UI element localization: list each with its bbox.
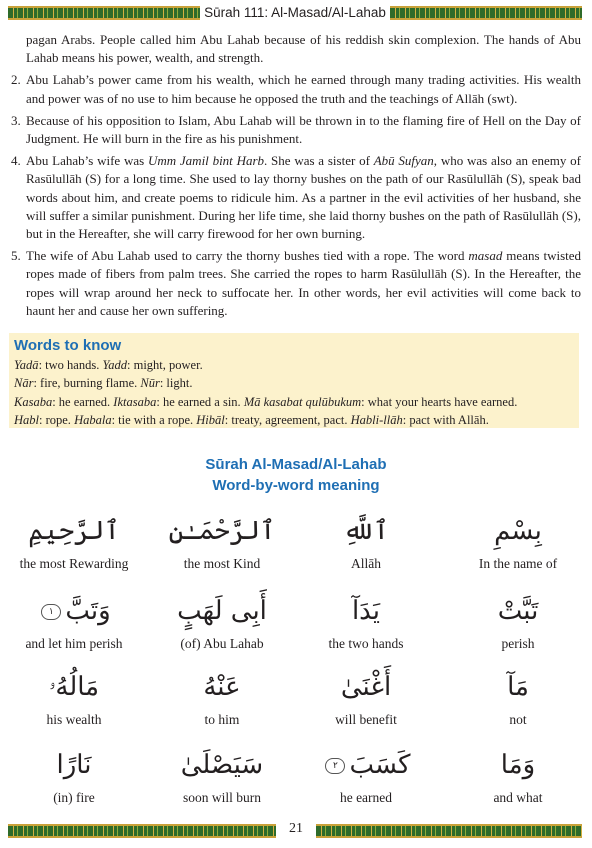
- vocab-line: [14, 411, 574, 429]
- vocab-def: : might, power.: [127, 358, 203, 372]
- paragraph-4: [11, 152, 581, 243]
- name-umm-jamil: Umm Jamil bint Harb: [147, 153, 265, 169]
- english-meaning: the most Kind: [183, 556, 261, 571]
- arabic-word-text: وَمَا: [500, 750, 536, 780]
- english-meaning: and let him perish: [25, 636, 123, 651]
- page-number: 21: [289, 821, 303, 836]
- word-by-word-title: Sūrah Al-Masad/Al-Lahab: [205, 456, 387, 473]
- english-meaning: not: [509, 712, 527, 727]
- word-cell: [148, 666, 296, 728]
- word-cell: [148, 510, 296, 572]
- paragraph-text: Because of his opposition to Islam, Abu Lahab will be thrown in to the flaming fire of Hell on the Day of Judgment. He will burn in the fire as his punishment.: [26, 112, 581, 147]
- text-run: . She was a sister of: [264, 153, 374, 169]
- arabic-word: [148, 510, 296, 552]
- paragraph-number: 4.: [11, 153, 21, 169]
- name-abu-sufyan: Abū Sufyan: [373, 153, 434, 169]
- vocab-term: Habl: [14, 413, 39, 428]
- vocab-def: : what your hearts have earned.: [361, 394, 518, 409]
- arabic-word-text: كَسَبَ: [349, 750, 411, 780]
- word-cell: [292, 744, 440, 806]
- arabic-word: [148, 666, 296, 708]
- arabic-word-text: مَالُهُۥ: [48, 672, 100, 702]
- text-run: means twisted ropes made of fibers from palm trees. She carried the ropes to harm Rasūlullāh (S). In the Hereafter, the ropes will wrap around her neck to suffocate her. In other words, her evil activities will come back to haunt her and cause her own suffering.: [26, 248, 582, 318]
- arabic-word-text: نَارًا: [56, 750, 92, 780]
- word-cell: [0, 744, 148, 806]
- arabic-word-text: يَدَآ: [351, 596, 381, 626]
- paragraph-number: 2.: [11, 72, 21, 88]
- word-cell: [444, 510, 592, 572]
- paragraph-text: Abu Lahab’s power came from his wealth, which he earned through many trading activities. His wealth and power was of no use to him because he opposed the truth and the teachings of Allāh (swt).: [26, 72, 581, 106]
- page-header-title: Sūrah 111: Al-Masad/Al-Lahab: [204, 5, 386, 20]
- vocab-term: Mā kasabat qulūbukum: [243, 394, 362, 409]
- vocab-term: Iktasaba: [113, 394, 157, 409]
- arabic-word-text: أَبِى لَهَبٍ: [177, 596, 267, 626]
- vocab-def: : he earned.: [52, 394, 114, 409]
- vocab-term: Kasaba: [14, 394, 53, 409]
- term-masad: masad: [468, 248, 503, 264]
- english-meaning: he earned: [339, 790, 393, 805]
- paragraph-number: 5.: [11, 248, 21, 264]
- arabic-word: [0, 590, 148, 632]
- paragraph-number: 3.: [11, 112, 21, 128]
- paragraph-text: [11, 152, 581, 243]
- header-ornament-left: [8, 6, 200, 20]
- word-cell: [0, 510, 148, 572]
- arabic-word: [292, 744, 440, 786]
- paragraph-5: [11, 247, 581, 320]
- header-ornament-right: [390, 6, 582, 20]
- english-meaning: will benefit: [335, 712, 397, 727]
- text-run: , who was also an enemy of Rasūlullāh (S) for a long time. She used to lay thorny bushes on the path of our Rasūlullāh (S), speak bad words about him, and create poems to ridicule him. As a partner in the evil activities of her husband, she will suffer a similar punishment. During her life time, she laid thorny bushes on the path of Rasūlullāh (S), but in the Hereafter, she will carry firewood for her own burning.: [26, 153, 581, 242]
- word-cell: [444, 744, 592, 806]
- vocab-line: [14, 374, 574, 392]
- arabic-word-text: بِسْمِ: [494, 516, 542, 546]
- arabic-word-text: ٱلرَّحِيمِ: [28, 516, 120, 546]
- words-to-know-box: [9, 333, 579, 428]
- body-text: [11, 31, 581, 324]
- arabic-word-text: تَبَّتْ: [497, 596, 539, 626]
- arabic-word-text: عَنْهُ: [203, 672, 241, 702]
- word-cell: [148, 744, 296, 806]
- arabic-word-text: ٱللَّهِ: [343, 516, 389, 546]
- english-meaning: (of) Abu Lahab: [180, 636, 264, 651]
- word-cell: [148, 590, 296, 652]
- vocab-term: Yadā: [14, 358, 39, 372]
- vocab-line: [14, 393, 574, 411]
- english-meaning: the most Rewarding: [19, 556, 129, 571]
- vocab-def: : pact with Allāh.: [402, 413, 489, 428]
- arabic-word-text: وَتَبَّ: [65, 596, 111, 626]
- arabic-word: [148, 590, 296, 632]
- english-meaning: In the name of: [478, 556, 558, 571]
- vocab-term: Habala: [74, 413, 112, 428]
- arabic-word: [0, 744, 148, 786]
- arabic-word-text: ٱلرَّحْمَـٰنِ: [168, 516, 276, 546]
- english-meaning: to him: [204, 712, 240, 727]
- word-cell: [292, 590, 440, 652]
- word-cell: [0, 666, 148, 728]
- paragraph-text: [11, 247, 581, 320]
- footer-ornament-right: [316, 824, 582, 838]
- word-cell: [292, 666, 440, 728]
- arabic-word: [0, 666, 148, 708]
- vocab-term: Yadd: [102, 358, 128, 372]
- paragraph-continued: pagan Arabs. People called him Abu Lahab because of his reddish skin complexion. The hands of Abu Lahab means his power, wealth, and strength.: [26, 32, 581, 66]
- arabic-word: [0, 510, 148, 552]
- english-meaning: (in) fire: [53, 790, 95, 805]
- word-cell: [0, 590, 148, 652]
- english-meaning: Allāh: [351, 556, 381, 571]
- arabic-word-text: مَآ: [507, 672, 529, 702]
- english-meaning: his wealth: [46, 712, 102, 727]
- vocab-def: : rope.: [39, 413, 75, 428]
- arabic-word: [444, 510, 592, 552]
- vocab-line: [14, 356, 574, 374]
- word-cell: [444, 590, 592, 652]
- vocab-def: : treaty, agreement, pact.: [224, 413, 351, 428]
- vocab-def: : fire, burning flame.: [33, 376, 141, 391]
- arabic-word: [444, 666, 592, 708]
- ayah-marker: ١: [41, 604, 61, 620]
- english-meaning: soon will burn: [182, 790, 261, 805]
- footer-ornament-left: [8, 824, 276, 838]
- word-cell: [292, 510, 440, 572]
- english-meaning: the two hands: [328, 636, 404, 651]
- arabic-word: [148, 744, 296, 786]
- vocab-def: : two hands.: [38, 358, 103, 372]
- vocab-def: : light.: [159, 376, 193, 391]
- vocab-term: Habli-llāh: [350, 413, 403, 428]
- paragraph-3: [11, 112, 581, 148]
- english-meaning: and what: [493, 790, 543, 805]
- text-run: Abu Lahab’s wife was: [26, 153, 148, 169]
- word-by-word-subtitle: Word-by-word meaning: [212, 477, 380, 494]
- ayah-marker: ٢: [325, 758, 345, 774]
- vocab-def: : he earned a sin.: [156, 394, 244, 409]
- words-to-know-heading: Words to know: [14, 337, 122, 354]
- english-meaning: perish: [501, 636, 535, 651]
- arabic-word: [444, 590, 592, 632]
- word-cell: [444, 666, 592, 728]
- arabic-word: [292, 666, 440, 708]
- arabic-word-text: سَيَصْلَىٰ: [180, 750, 264, 780]
- text-run: The wife of Abu Lahab used to carry the thorny bushes tied with a rope. The word: [26, 248, 469, 264]
- arabic-word-text: أَغْنَىٰ: [340, 672, 392, 702]
- arabic-word: [292, 590, 440, 632]
- arabic-word: [444, 744, 592, 786]
- paragraph-2: [11, 71, 581, 107]
- vocab-term: Nūr: [140, 376, 160, 391]
- vocab-def: : tie with a rope.: [111, 413, 197, 428]
- arabic-word: [292, 510, 440, 552]
- vocab-term: Hibāl: [196, 413, 225, 428]
- vocab-term: Nār: [14, 376, 34, 391]
